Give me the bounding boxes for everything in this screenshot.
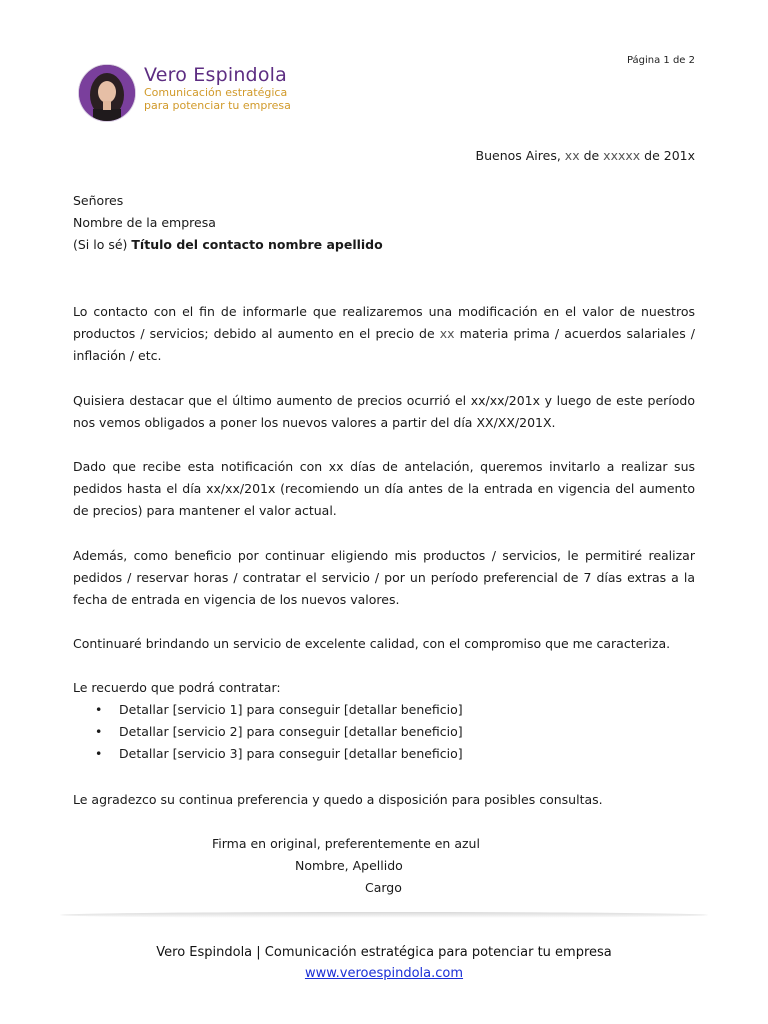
recipient-line-2: Nombre de la empresa [73,215,216,230]
paragraph-3: Dado que recibe esta notificación con xx días de antelación, queremos invitarlo a realizar sus pedidos hasta el día xx/xx/201x (recomiendo un día antes de la entrada en vigencia del aumento de precios) para mantener el valor actual. [73,459,695,518]
date-day-placeholder: xx [564,148,580,163]
bullet-icon: • [95,746,103,761]
paragraph-1-part-a: Lo contacto con el fin de informarle que realizaremos una modificación en el valor de nuestros productos / servicios; debido al aumento en el precio de [73,304,695,341]
signature-title: Cargo [365,880,402,895]
bullet-icon: • [95,724,103,739]
recipient-line-1: Señores [73,193,124,208]
benefits-section [73,677,695,765]
letter-date [476,148,696,163]
portrait-icon [79,65,135,121]
list-intro: Le recuerdo que podrá contratar: [73,680,281,695]
paragraph-1-part-b: materia prima / acuerdos salariales / inflación / etc. [73,326,695,363]
date-prefix: Buenos Aires, [475,148,565,163]
brand-name: Vero Espindola [144,64,287,86]
footer-website-link[interactable]: www.veroespindola.com [304,966,464,981]
closing-paragraph: Le agradezco su continua preferencia y quedo a disposición para posibles consultas. [73,792,603,807]
brand-tagline-line2: para potenciar tu empresa [144,99,291,112]
list-item-text: Detallar [servicio 1] para conseguir [detallar beneficio] [119,702,463,717]
paragraph-2: Quisiera destacar que el último aumento de precios ocurrió el xx/xx/201x y luego de este período nos vemos obligados a poner los nuevos valores a partir del día XX/XX/201X. [73,393,695,430]
signature-name: Nombre, Apellido [295,858,403,873]
list-item-text: Detallar [servicio 2] para conseguir [detallar beneficio] [119,724,463,739]
brand-tagline-line1: Comunicación estratégica [144,86,288,99]
recipient-contact-title: Título del contacto nombre apellido [131,237,383,252]
date-month-placeholder: xxxxx [603,148,641,163]
paragraph-1-placeholder: xx [439,326,455,341]
brand-logo [78,64,291,122]
paragraph-4: Además, como beneficio por continuar eligiendo mis productos / servicios, le permitiré realizar pedidos / reservar horas / contratar el servicio / por un período preferencial de 7 días extras a la fecha de entrada en vigencia de los nuevos valores. [73,548,695,607]
avatar [78,64,136,122]
list-item [73,721,695,743]
bullet-icon: • [95,702,103,717]
recipient-line-3 [73,234,695,256]
recipient-line-3-prefix: (Si lo sé) [73,237,132,252]
footer-divider [60,912,708,918]
paragraph-1 [73,301,695,367]
footer-text: Vero Espindola | Comunicación estratégica para potenciar tu empresa [156,945,612,960]
recipient-block [73,190,695,256]
list-item-text: Detallar [servicio 3] para conseguir [detallar beneficio] [119,746,463,761]
list-item [73,699,695,721]
signature-note: Firma en original, preferentemente en azul [212,836,480,851]
page-number: Página 1 de 2 [626,55,695,66]
list-item [73,743,695,765]
date-suffix: de 201x [640,148,695,163]
footer [0,944,768,983]
date-connector: de [579,148,604,163]
paragraph-5: Continuaré brindando un servicio de excelente calidad, con el compromiso que me caracteriza. [73,636,671,651]
benefits-list [73,699,695,765]
